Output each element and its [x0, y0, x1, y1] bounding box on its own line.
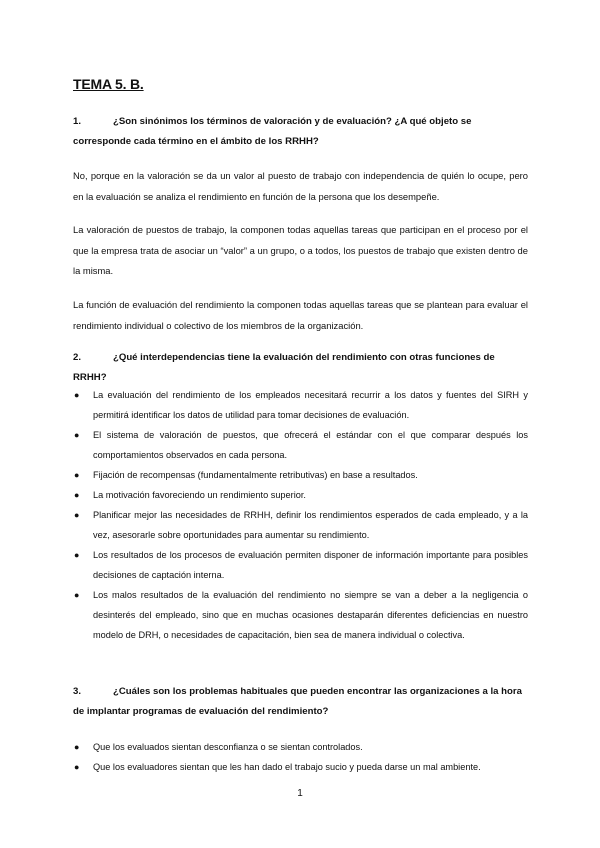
bullet-icon: ●	[74, 742, 80, 752]
bullet-icon: ●	[74, 762, 80, 772]
bullet-icon: ●	[74, 430, 80, 440]
list-item: ● Que los evaluados sientan desconfianza o se sientan controlados.	[73, 737, 528, 757]
page-number: 1	[297, 788, 303, 799]
paragraph-3: La función de evaluación del rendimiento la componen todas aquellas tareas que se plantean para evaluar el rendimiento individual o colectivo de los miembros de la organización.	[73, 299, 528, 331]
paragraph-2: La valoración de puestos de trabajo, la componen todas aquellas tareas que participan en el proceso por el que la empresa trata de asociar un “valor” a un grupo, o a todos, los puestos de trabajo que existen dentro de la misma.	[73, 224, 528, 276]
question-1	[73, 112, 528, 152]
question-2	[73, 348, 528, 388]
list-item: ● Fijación de recompensas (fundamentalmente retributivas) en base a resultados.	[73, 465, 528, 485]
document-title: TEMA 5. B.	[73, 76, 144, 92]
paragraph-1: No, porque en la valoración se da un valor al puesto de trabajo con independencia de quién lo ocupe, pero en la evaluación se analiza el rendimiento en función de la persona que los desempeñe.	[73, 170, 528, 202]
bullet-icon: ●	[74, 590, 80, 600]
list-item: ● El sistema de valoración de puestos, que ofrecerá el estándar con el que comparar después los comportamientos observados en cada persona.	[73, 425, 528, 465]
question-3	[73, 682, 528, 722]
list-item: ● Planificar mejor las necesidades de RRHH, definir los rendimientos esperados de cada empleado, y a la vez, asesorarle sobre oportunidades para aumentar su rendimiento.	[73, 505, 528, 545]
question-3-number: 3.	[73, 686, 82, 697]
question-3-text: ¿Cuáles son los problemas habituales que pueden encontrar las organizaciones a la hora de implantar programas de evaluación del rendimiento?	[73, 686, 522, 717]
question-2-text: ¿Qué interdependencias tiene la evaluación del rendimiento con otras funciones de RRHH?	[73, 352, 495, 383]
bullet-icon: ●	[74, 390, 80, 400]
bullet-icon: ●	[74, 510, 80, 520]
bullet-icon: ●	[74, 490, 80, 500]
list-item: ● La motivación favoreciendo un rendimiento superior.	[73, 485, 528, 505]
list-interdependencies	[73, 385, 528, 645]
list-item: ● Que los evaluadores sientan que les han dado el trabajo sucio y pueda darse un mal ambiente.	[73, 757, 528, 777]
list-item: ● La evaluación del rendimiento de los empleados necesitará recurrir a los datos y fuentes del SIRH y permitirá identificar los datos de utilidad para tomar decisiones de evaluación.	[73, 385, 528, 425]
question-1-text: ¿Son sinónimos los términos de valoración y de evaluación? ¿A qué objeto se corresponde cada término en el ámbito de los RRHH?	[73, 116, 472, 147]
list-problems	[73, 737, 528, 777]
question-2-number: 2.	[73, 352, 82, 363]
list-item: ● Los resultados de los procesos de evaluación permiten disponer de información importante para posibles decisiones de captación interna.	[73, 545, 528, 585]
bullet-icon: ●	[74, 470, 80, 480]
question-1-number: 1.	[73, 116, 82, 127]
list-item: ● Los malos resultados de la evaluación del rendimiento no siempre se van a deber a la negligencia o desinterés del empleado, sino que en muchas ocasiones destaparán diferentes deficiencias en nuestro modelo de DRH, o necesidades de capacitación, bien sea de manera individual o colectiva.	[73, 585, 528, 645]
bullet-icon: ●	[74, 550, 80, 560]
